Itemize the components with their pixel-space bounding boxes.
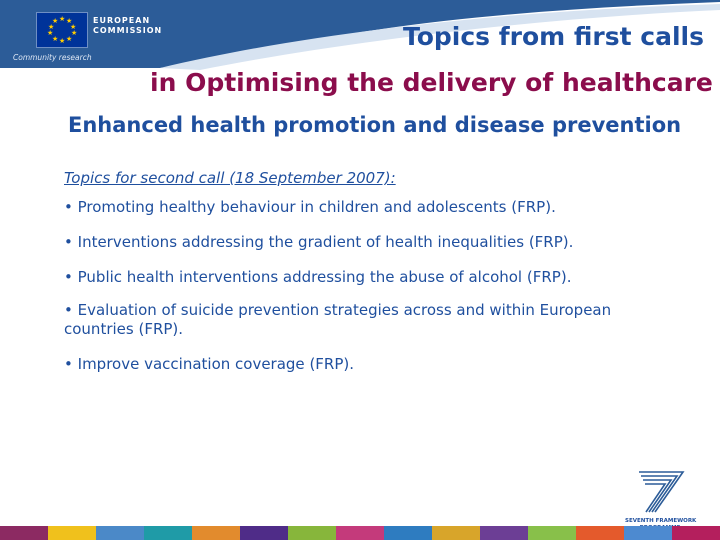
topic-list [64,198,704,390]
list-item [64,268,704,287]
list-item-text: Promoting healthy behaviour in children and adolescents [77,198,507,216]
list-item-tag: (FRP). [528,233,574,251]
fp7-line1: SEVENTH FRAMEWORK [625,518,697,524]
bullet-icon: • [64,355,73,373]
strip-segment [480,526,528,540]
strip-segment [240,526,288,540]
bullet-icon: • [64,268,73,286]
list-item-text: Interventions addressing the gradient of health inequalities [77,233,525,251]
page-subtitle: Enhanced health promotion and disease prevention [68,113,682,137]
strip-segment [48,526,96,540]
strip-segment [288,526,336,540]
bullet-icon: • [64,301,73,319]
eu-logo-text [93,16,162,36]
list-item [64,301,634,339]
list-item-tag: (FRP). [309,355,355,373]
strip-segment [336,526,384,540]
strip-segment [432,526,480,540]
list-item-text: Public health interventions addressing the abuse of alcohol [77,268,523,286]
eu-logo-block [0,0,163,68]
fp7-logo [625,466,695,528]
list-item-text: Evaluation of suicide prevention strategies across and within European countries [64,301,612,338]
strip-segment [624,526,672,540]
list-item-tag: (FRP). [526,268,572,286]
community-research-label: Community research [13,53,92,62]
bullet-icon: • [64,198,73,216]
fp7-seven-icon [625,466,695,514]
eu-logo-line2: COMMISSION [93,26,163,35]
list-item [64,198,704,217]
eu-flag-icon: ★ ★ ★ ★ ★ ★ ★ ★ ★ ★ [36,12,88,48]
section-label: Topics for second call (18 September 2007): [64,169,396,187]
strip-segment [96,526,144,540]
list-item [64,233,704,252]
strip-segment [0,526,48,540]
page-title-line2: in Optimising the delivery of healthcare [150,68,713,97]
bullet-icon: • [64,233,73,251]
list-item-text: Improve vaccination coverage [77,355,305,373]
strip-segment [192,526,240,540]
strip-segment [144,526,192,540]
list-item-tag: (FRP). [138,320,184,338]
eu-logo-line1: EUROPEAN [93,16,151,25]
strip-segment [576,526,624,540]
bottom-color-strip [0,526,720,540]
strip-segment [528,526,576,540]
strip-segment [672,526,720,540]
list-item-tag: (FRP). [511,198,556,216]
page-title: Topics from first calls [402,22,704,51]
strip-segment [384,526,432,540]
list-item [64,355,704,374]
